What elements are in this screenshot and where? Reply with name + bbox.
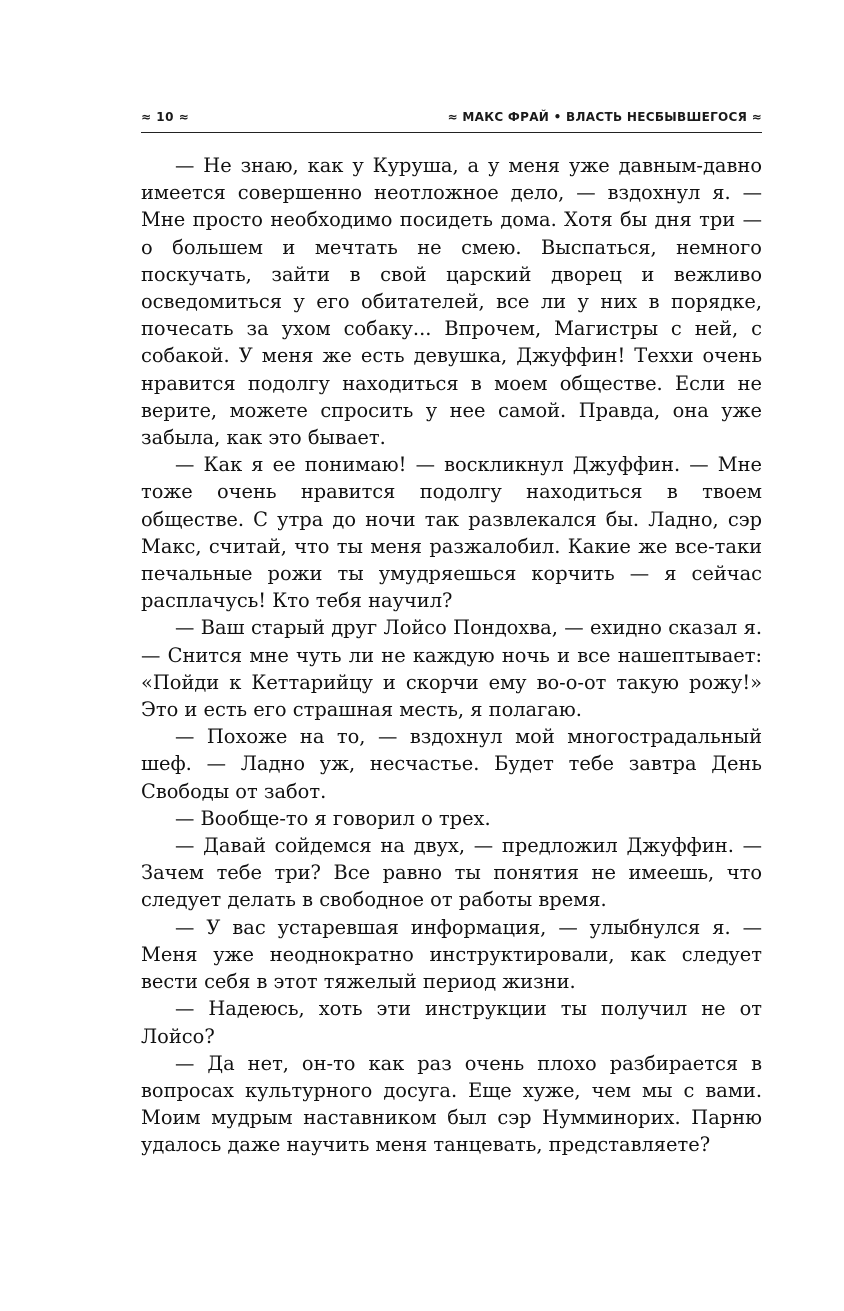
paragraph: — Как я ее понимаю! — воскликнул Джуффин. — Мне тоже очень нравится подолгу находиться в твоем обществе. С утра до ночи так развлекался бы. Ладно, сэр Макс, считай, что ты меня разжалобил. Какие же все-таки печальные рожи ты умудряешься корчить — я сейчас расплачусь! Кто тебя научил?	[141, 453, 762, 613]
paragraph: — Да нет, он-то как раз очень плохо разбирается в вопросах культурного досуга. Еще хуже, чем мы с вами. Моим мудрым наставником был сэр Нумминорих. Парню удалось даже научить меня танцевать, представляете?	[141, 1051, 762, 1157]
header-rule	[141, 132, 762, 133]
paragraph: — Ваш старый друг Лойсо Пондохва, — ехидно сказал я. — Снится мне чуть ли не каждую ночь и все нашептывает: «Пойди к Кеттарийцу и скорчи ему во-о-от такую рожу!» Это и есть его страшная месть, я полагаю.	[141, 616, 762, 722]
paragraph: — Похоже на то, — вздохнул мой многострадальный шеф. — Ладно уж, несчастье. Будет тебе завтра День Свободы от забот.	[141, 725, 762, 803]
body-text	[141, 152, 762, 1159]
paragraph: — Надеюсь, хоть эти инструкции ты получил не от Лойсо?	[141, 997, 762, 1048]
paragraph: — Давай сойдемся на двух, — предложил Джуффин. — Зачем тебе три? Все равно ты понятия не имеешь, что следует делать в свободное от работы время.	[141, 834, 762, 912]
page-header	[141, 107, 762, 129]
running-title: ≈ МАКС ФРАЙ • ВЛАСТЬ НЕСБЫВШЕГОСЯ ≈	[447, 110, 762, 124]
page-number: ≈ 10 ≈	[141, 110, 190, 124]
paragraph: — У вас устаревшая информация, — улыбнулся я. — Меня уже неоднократно инструктировали, как следует вести себя в этот тяжелый период жизни.	[141, 915, 762, 994]
paragraph: — Вообще-то я говорил о трех.	[175, 806, 491, 830]
paragraph: — Не знаю, как у Куруша, а у меня уже давным-давно имеется совершенно неотложное дело, — вздохнул я. — Мне просто необходимо посидеть дома. Хотя бы дня три — о большем и мечтать не смею. Выспаться, немного поскучать, зайти в свой царский дворец и вежливо осведомиться у его обитателей, все ли у них в порядке, почесать за ухом собаку... Впрочем, Магистры с ней, с собакой. У меня же есть девушка, Джуффин! Теххи очень нравится подолгу находиться в моем обществе. Если не верите, можете спросить у нее самой. Правда, она уже забыла, как это бывает.	[141, 154, 762, 450]
